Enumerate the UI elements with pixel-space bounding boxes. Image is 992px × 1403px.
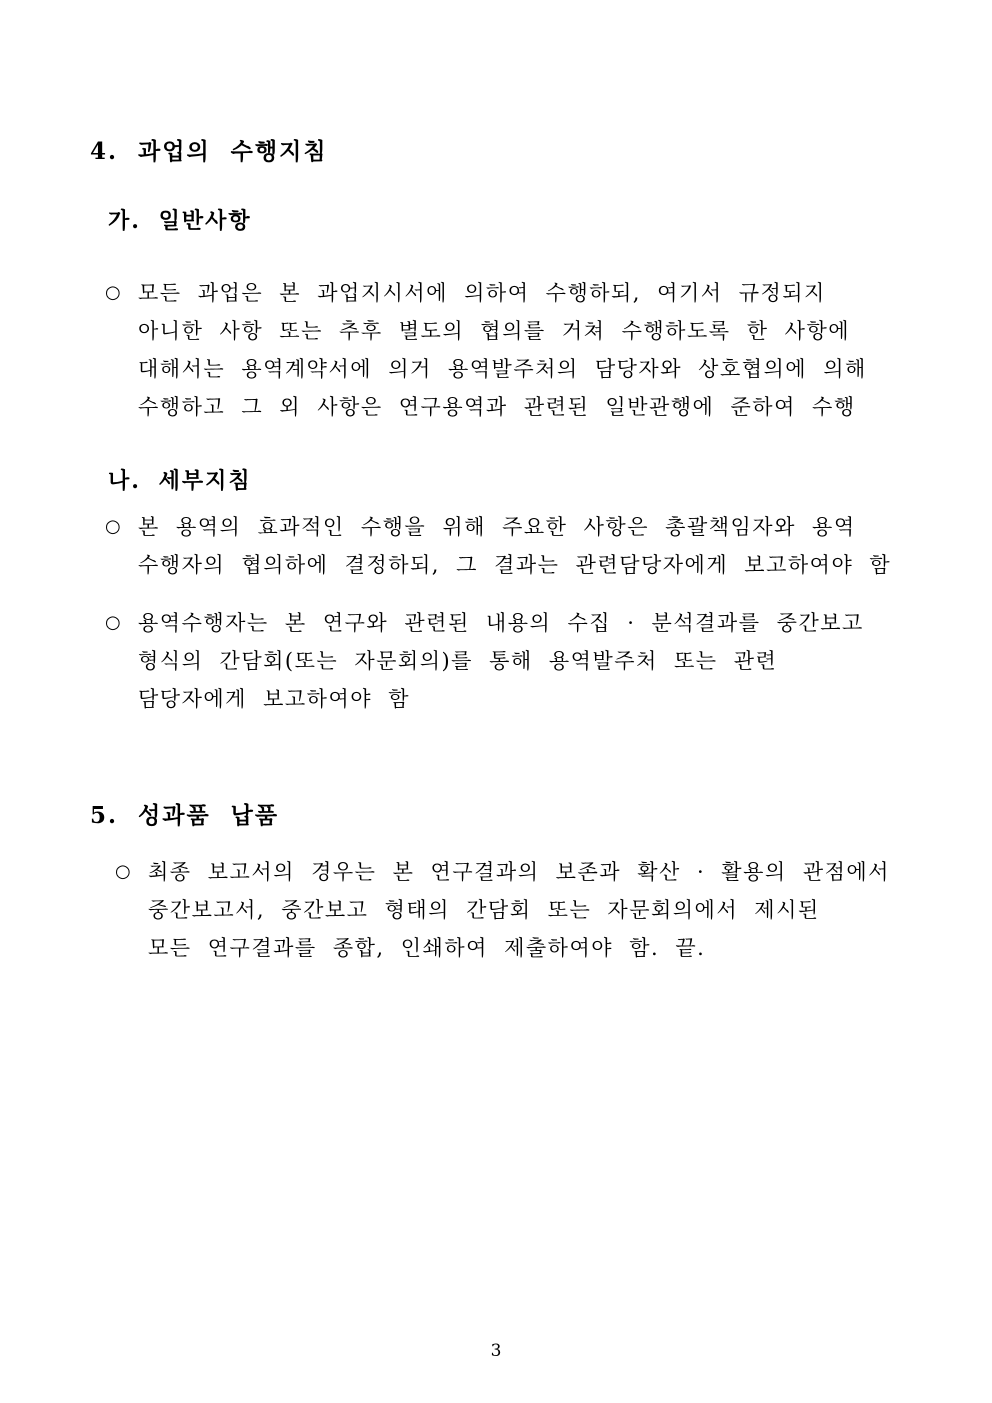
subsection-na-heading: 나. 세부지침 bbox=[108, 468, 252, 494]
circle-bullet-icon: ○ bbox=[105, 516, 121, 537]
paragraph-line: 모든 과업은 본 과업지시서에 의하여 수행하되, 여기서 규정되지 bbox=[138, 281, 826, 305]
paragraph-line: 수행자의 협의하에 결정하되, 그 결과는 관련담당자에게 보고하여야 함 bbox=[138, 553, 892, 577]
paragraph-line: 수행하고 그 외 사항은 연구용역과 관련된 일반관행에 준하여 수행 bbox=[138, 395, 856, 419]
paragraph-text bbox=[138, 604, 864, 718]
bullet-paragraph bbox=[105, 508, 891, 584]
paragraph-line: 담당자에게 보고하여야 함 bbox=[138, 687, 410, 711]
section-4-heading: 4. 과업의 수행지침 bbox=[90, 138, 328, 165]
paragraph-line: 최종 보고서의 경우는 본 연구결과의 보존과 확산 · 활용의 관점에서 bbox=[148, 860, 890, 884]
paragraph-line: 아니한 사항 또는 추후 별도의 협의를 거쳐 수행하도록 한 사항에 bbox=[138, 319, 851, 343]
section-5-heading: 5. 성과품 납품 bbox=[90, 802, 280, 829]
subsection-ga-heading: 가. 일반사항 bbox=[108, 208, 252, 234]
circle-bullet-icon: ○ bbox=[105, 282, 121, 303]
paragraph-text bbox=[138, 274, 867, 426]
bullet-paragraph bbox=[105, 604, 864, 718]
bullet-paragraph bbox=[115, 853, 890, 967]
circle-bullet-icon: ○ bbox=[115, 861, 131, 882]
page-number: 3 bbox=[490, 1341, 502, 1361]
circle-bullet-icon: ○ bbox=[105, 612, 121, 633]
paragraph-line: 용역수행자는 본 연구와 관련된 내용의 수집 · 분석결과를 중간보고 bbox=[138, 611, 864, 635]
paragraph-line: 중간보고서, 중간보고 형태의 간담회 또는 자문회의에서 제시된 bbox=[148, 898, 820, 922]
paragraph-line: 대해서는 용역계약서에 의거 용역발주처의 담당자와 상호협의에 의해 bbox=[138, 357, 867, 381]
paragraph-line: 형식의 간담회(또는 자문회의)를 통해 용역발주처 또는 관련 bbox=[138, 649, 778, 673]
paragraph-text bbox=[148, 853, 890, 967]
paragraph-line: 본 용역의 효과적인 수행을 위해 주요한 사항은 총괄책임자와 용역 bbox=[138, 515, 856, 539]
paragraph-text bbox=[138, 508, 891, 584]
paragraph-line: 모든 연구결과를 종합, 인쇄하여 제출하여야 함. 끝. bbox=[148, 936, 706, 960]
bullet-paragraph bbox=[105, 274, 867, 426]
